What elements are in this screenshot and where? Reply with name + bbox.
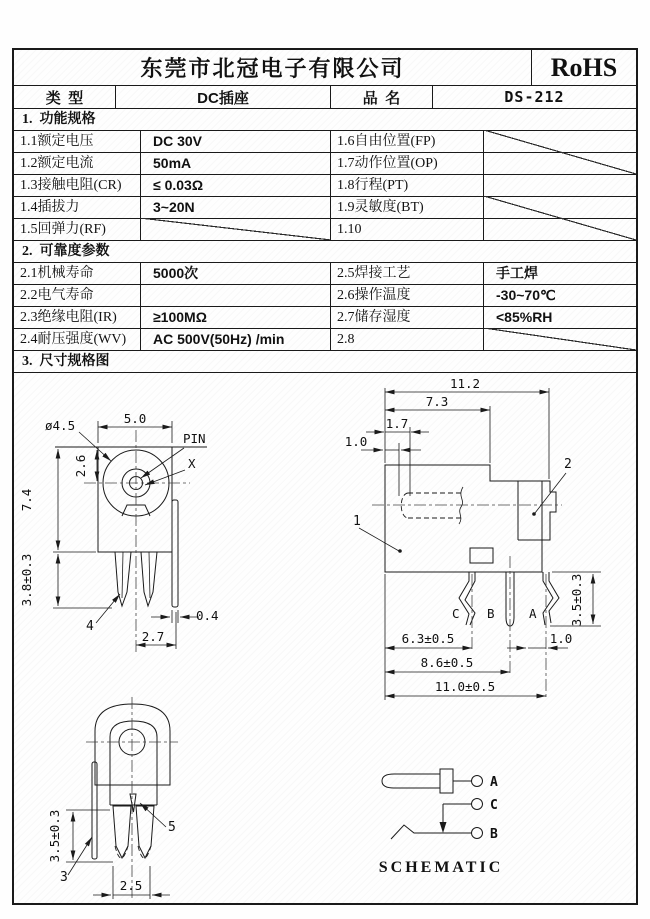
spec-value [483, 153, 636, 174]
svg-text:4: 4 [86, 619, 94, 634]
svg-text:2.7: 2.7 [141, 629, 165, 644]
svg-text:7.3: 7.3 [425, 394, 449, 409]
type-row [14, 85, 636, 108]
type-label: 类 型 [45, 90, 84, 107]
spec-row [14, 306, 636, 328]
spec-label: 1.6自由位置(FP) [330, 131, 483, 152]
spec-label: 2.4耐压强度(WV) [20, 332, 127, 347]
spec-label: 2.1机械寿命 [20, 266, 94, 281]
spec-label: 2.2电气寿命 [20, 288, 94, 303]
spec-value [140, 219, 330, 240]
spec-row [14, 328, 636, 350]
svg-text:3: 3 [60, 870, 68, 885]
spec-value [483, 175, 636, 196]
dimension-drawing-area [14, 372, 636, 903]
spec-label: 1.4插拔力 [20, 200, 80, 215]
svg-text:1.7: 1.7 [385, 416, 409, 431]
svg-text:A: A [529, 606, 537, 621]
svg-text:3.8±0.3: 3.8±0.3 [19, 553, 34, 607]
svg-text:7.4: 7.4 [19, 488, 34, 512]
svg-text:5.0: 5.0 [123, 411, 147, 426]
spec-label: 1.10 [330, 219, 483, 240]
spec-row [14, 196, 636, 218]
svg-text:3.5±0.3: 3.5±0.3 [47, 809, 62, 863]
svg-text:X: X [188, 456, 196, 471]
svg-text:C: C [452, 606, 460, 621]
spec-row [14, 174, 636, 196]
spec-label: 2.8 [330, 329, 483, 350]
spec-value: <85%RH [483, 307, 636, 328]
spec-label: 2.3绝缘电阻(IR) [20, 310, 117, 325]
side-view-drawing [345, 376, 601, 700]
technical-drawing [14, 373, 636, 903]
document-frame [12, 48, 638, 905]
svg-text:1: 1 [353, 514, 361, 529]
spec-value: DC 30V [140, 131, 330, 152]
spec-label: 1.2额定电流 [20, 156, 94, 171]
header-row [14, 50, 636, 85]
spec-label: 2.7储存湿度 [330, 307, 483, 328]
svg-text:B: B [490, 827, 498, 842]
rohs-badge: RoHS [531, 50, 636, 85]
spec-value: ≤ 0.03Ω [140, 175, 330, 196]
spec-value: 手工焊 [483, 263, 636, 284]
spec-value: 3~20N [140, 197, 330, 218]
spec-value [140, 285, 330, 306]
company-name: 东莞市北冠电子有限公司 [140, 56, 405, 81]
svg-text:1.0: 1.0 [549, 631, 573, 646]
type-value: DC插座 [115, 86, 330, 108]
spec-value [483, 219, 636, 240]
svg-text:11.2: 11.2 [449, 376, 481, 391]
svg-text:A: A [490, 775, 498, 790]
spec-label: 1.7动作位置(OP) [330, 153, 483, 174]
spec-value: 50mA [140, 153, 330, 174]
svg-text:PIN: PIN [183, 431, 206, 446]
part-number: DS-212 [432, 86, 636, 108]
spec-label: 1.9灵敏度(BT) [330, 197, 483, 218]
spec-value [483, 329, 636, 350]
section1-title: 1. 功能规格 [14, 108, 636, 130]
section3-title: 3. 尺寸规格图 [14, 350, 636, 372]
section2-title: 2. 可靠度参数 [14, 240, 636, 262]
spec-row [14, 284, 636, 306]
svg-text:3.5±0.3: 3.5±0.3 [569, 573, 584, 627]
svg-text:11.0±0.5: 11.0±0.5 [434, 679, 496, 694]
svg-text:8.6±0.5: 8.6±0.5 [420, 655, 474, 670]
spec-value: ≥100MΩ [140, 307, 330, 328]
svg-text:0.4: 0.4 [196, 608, 219, 623]
svg-text:2.6: 2.6 [73, 454, 88, 478]
front-view-drawing [19, 411, 219, 652]
spec-value: 5000次 [140, 263, 330, 284]
spec-label: 2.6操作温度 [330, 285, 483, 306]
spec-row [14, 152, 636, 174]
svg-text:6.3±0.5: 6.3±0.5 [401, 631, 455, 646]
spec-row [14, 262, 636, 284]
svg-text:SCHEMATIC: SCHEMATIC [378, 859, 504, 876]
spec-value: -30~70℃ [483, 285, 636, 306]
spec-value: AC 500V(50Hz) /min [140, 329, 330, 350]
schematic-drawing [379, 769, 504, 876]
spec-label: 1.3接触电阻(CR) [20, 178, 122, 193]
spec-label: 1.1额定电压 [20, 134, 94, 149]
svg-text:B: B [487, 606, 495, 621]
rear-view-drawing [47, 697, 178, 900]
spec-label: 1.8行程(PT) [330, 175, 483, 196]
svg-text:2.5: 2.5 [119, 878, 143, 893]
part-name-label: 品 名 [330, 86, 432, 108]
svg-text:C: C [490, 798, 498, 813]
spec-value [483, 197, 636, 218]
spec-row [14, 130, 636, 152]
spec-value [483, 131, 636, 152]
svg-text:2: 2 [564, 457, 572, 472]
spec-label: 2.5焊接工艺 [330, 263, 483, 284]
svg-text:5: 5 [168, 820, 176, 835]
svg-text:ø4.5: ø4.5 [45, 418, 76, 433]
svg-text:1.0: 1.0 [344, 434, 368, 449]
spec-label: 1.5回弹力(RF) [20, 222, 106, 237]
spec-row [14, 218, 636, 240]
